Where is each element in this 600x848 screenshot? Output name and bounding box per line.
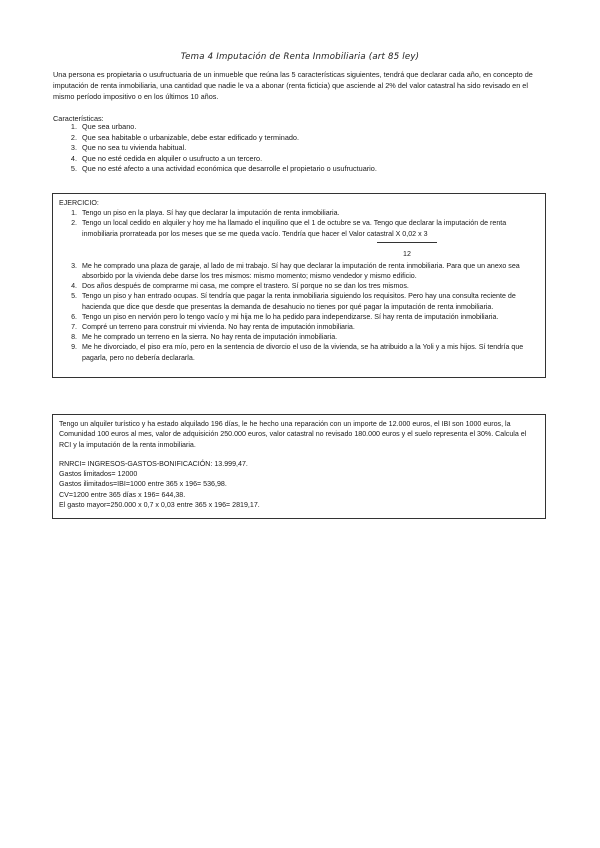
list-item: 2. Que sea habitable o urbanizable, debe estar edificado y terminado. [70,132,300,142]
exercise-box [52,193,546,378]
list-item: 2. Tengo un local cedido en alquiler y hoy me ha llamado el inquilino que el 1 de octubre se va. Tengo que declarar la imputación de renta inmobiliaria prorrateada por los meses que se me queda vacío. Tendría que hacer el Valor catastral X 0,02 x 3 [71,219,507,238]
fraction-bar [377,242,437,243]
problem-statement: Tengo un alquiler turístico y ha estado alquilado 196 días, le he hecho una reparación con un importe de 12.000 euros, el IBI son 1000 euros, la Comunidad 100 euros al mes, valor de adquisición 250.000 euros, valor catastral no revisado 180.000 euros y el suelo representa el 30%. Calcula el RCI y la imputación de la renta inmobiliaria. [59,420,527,449]
list-item: 9. Me he divorciado, el piso era mío, pero en la sentencia de divorcio el uso de la vivienda, se ha atribuido a la Yoli y a mis hijos. Sí tendría que pagarla, pero no debería declararla. [71,343,524,362]
intro-paragraph: Una persona es propietaria o usufructuaria de un inmueble que reúna las 5 características siguientes, tendrá que declarar cada año, en concepto de imputación de renta inmobiliaria, una cantidad que nadie le va a abonar (renta ficticia) que asciende al 2% del valor catastral ha sido revisado en el mismo período impositivo o en los últimos 10 años. [53,70,533,101]
list-item: 4. Dos años después de comprarme mi casa, me compre el trastero. Sí porque no se dan los tres mismos. [71,282,409,291]
list-item: 6. Tengo un piso en nervión pero lo tengo vacío y mi hija me lo ha pedido para independizarse. Sí hay renta de imputación inmobiliaria. [71,312,499,321]
page-title: Tema 4 Imputación de Renta Inmobiliaria (art 85 ley) [180,52,420,62]
list-item: 8. Me he comprado un terreno en la sierra. No hay renta de imputación inmobiliaria. [71,333,338,342]
list-item: 1. Que sea urbano. [70,122,137,131]
list-item: 5. Que no esté afecto a una actividad económica que desarrolle el propietario o usufructuario. [70,164,377,173]
list-item: 5. Tengo un piso y han entrado ocupas. Sí tendría que pagar la renta inmobiliaria siguiendo los requisitos. Pero hay una consulta reciente de hacienda que dice que desde que presentas la demanda de desahucio no tienes por qué pagar la imputación de renta inmobiliaria. [71,292,516,311]
characteristics-list [53,122,547,175]
calc-line: CV=1200 entre 365 días x 196= 644,38. [59,490,186,499]
calc-line: RNRCI= INGRESOS-GASTOS-BONIFICACIÓN: 13.999,47. [59,459,248,468]
fraction-denominator: 12 [403,249,411,258]
fraction [377,239,437,261]
list-item: 3. Que no sea tu vivienda habitual. [70,143,187,152]
list-item: 7. Compré un terreno para construir mi vivienda. No hay renta de imputación inmobiliaria. [71,323,355,332]
list-item: 3. Me he comprado una plaza de garaje, al lado de mi trabajo. Sí hay que declarar la imputación de renta inmobiliaria. Para que un anexo sea absorbido por la vivienda debe darse los tres mismos: mismo momento; mismo vendedor y mismo edificio. [71,261,520,281]
list-item: 4. Que no esté cedida en alquiler o usufructo a un tercero. [70,153,263,163]
exercise-list [59,208,539,363]
list-item: 1. Tengo un piso en la playa. Sí hay que declarar la imputación de renta inmobiliaria. [71,209,340,218]
fraction-block [59,239,539,261]
calc-line: Gastos limitados= 12000 [59,470,138,479]
calc-line: Gastos ilimitados=IBI=1000 entre 365 x 196= 536,98. [59,480,227,489]
problem-box [52,414,546,519]
exercise-heading: EJERCICIO: [59,199,99,207]
characteristics-heading: Características: [53,114,104,123]
calc-line: El gasto mayor=250.000 x 0,7 x 0,03 entre 365 x 196= 2819,17. [59,501,260,510]
